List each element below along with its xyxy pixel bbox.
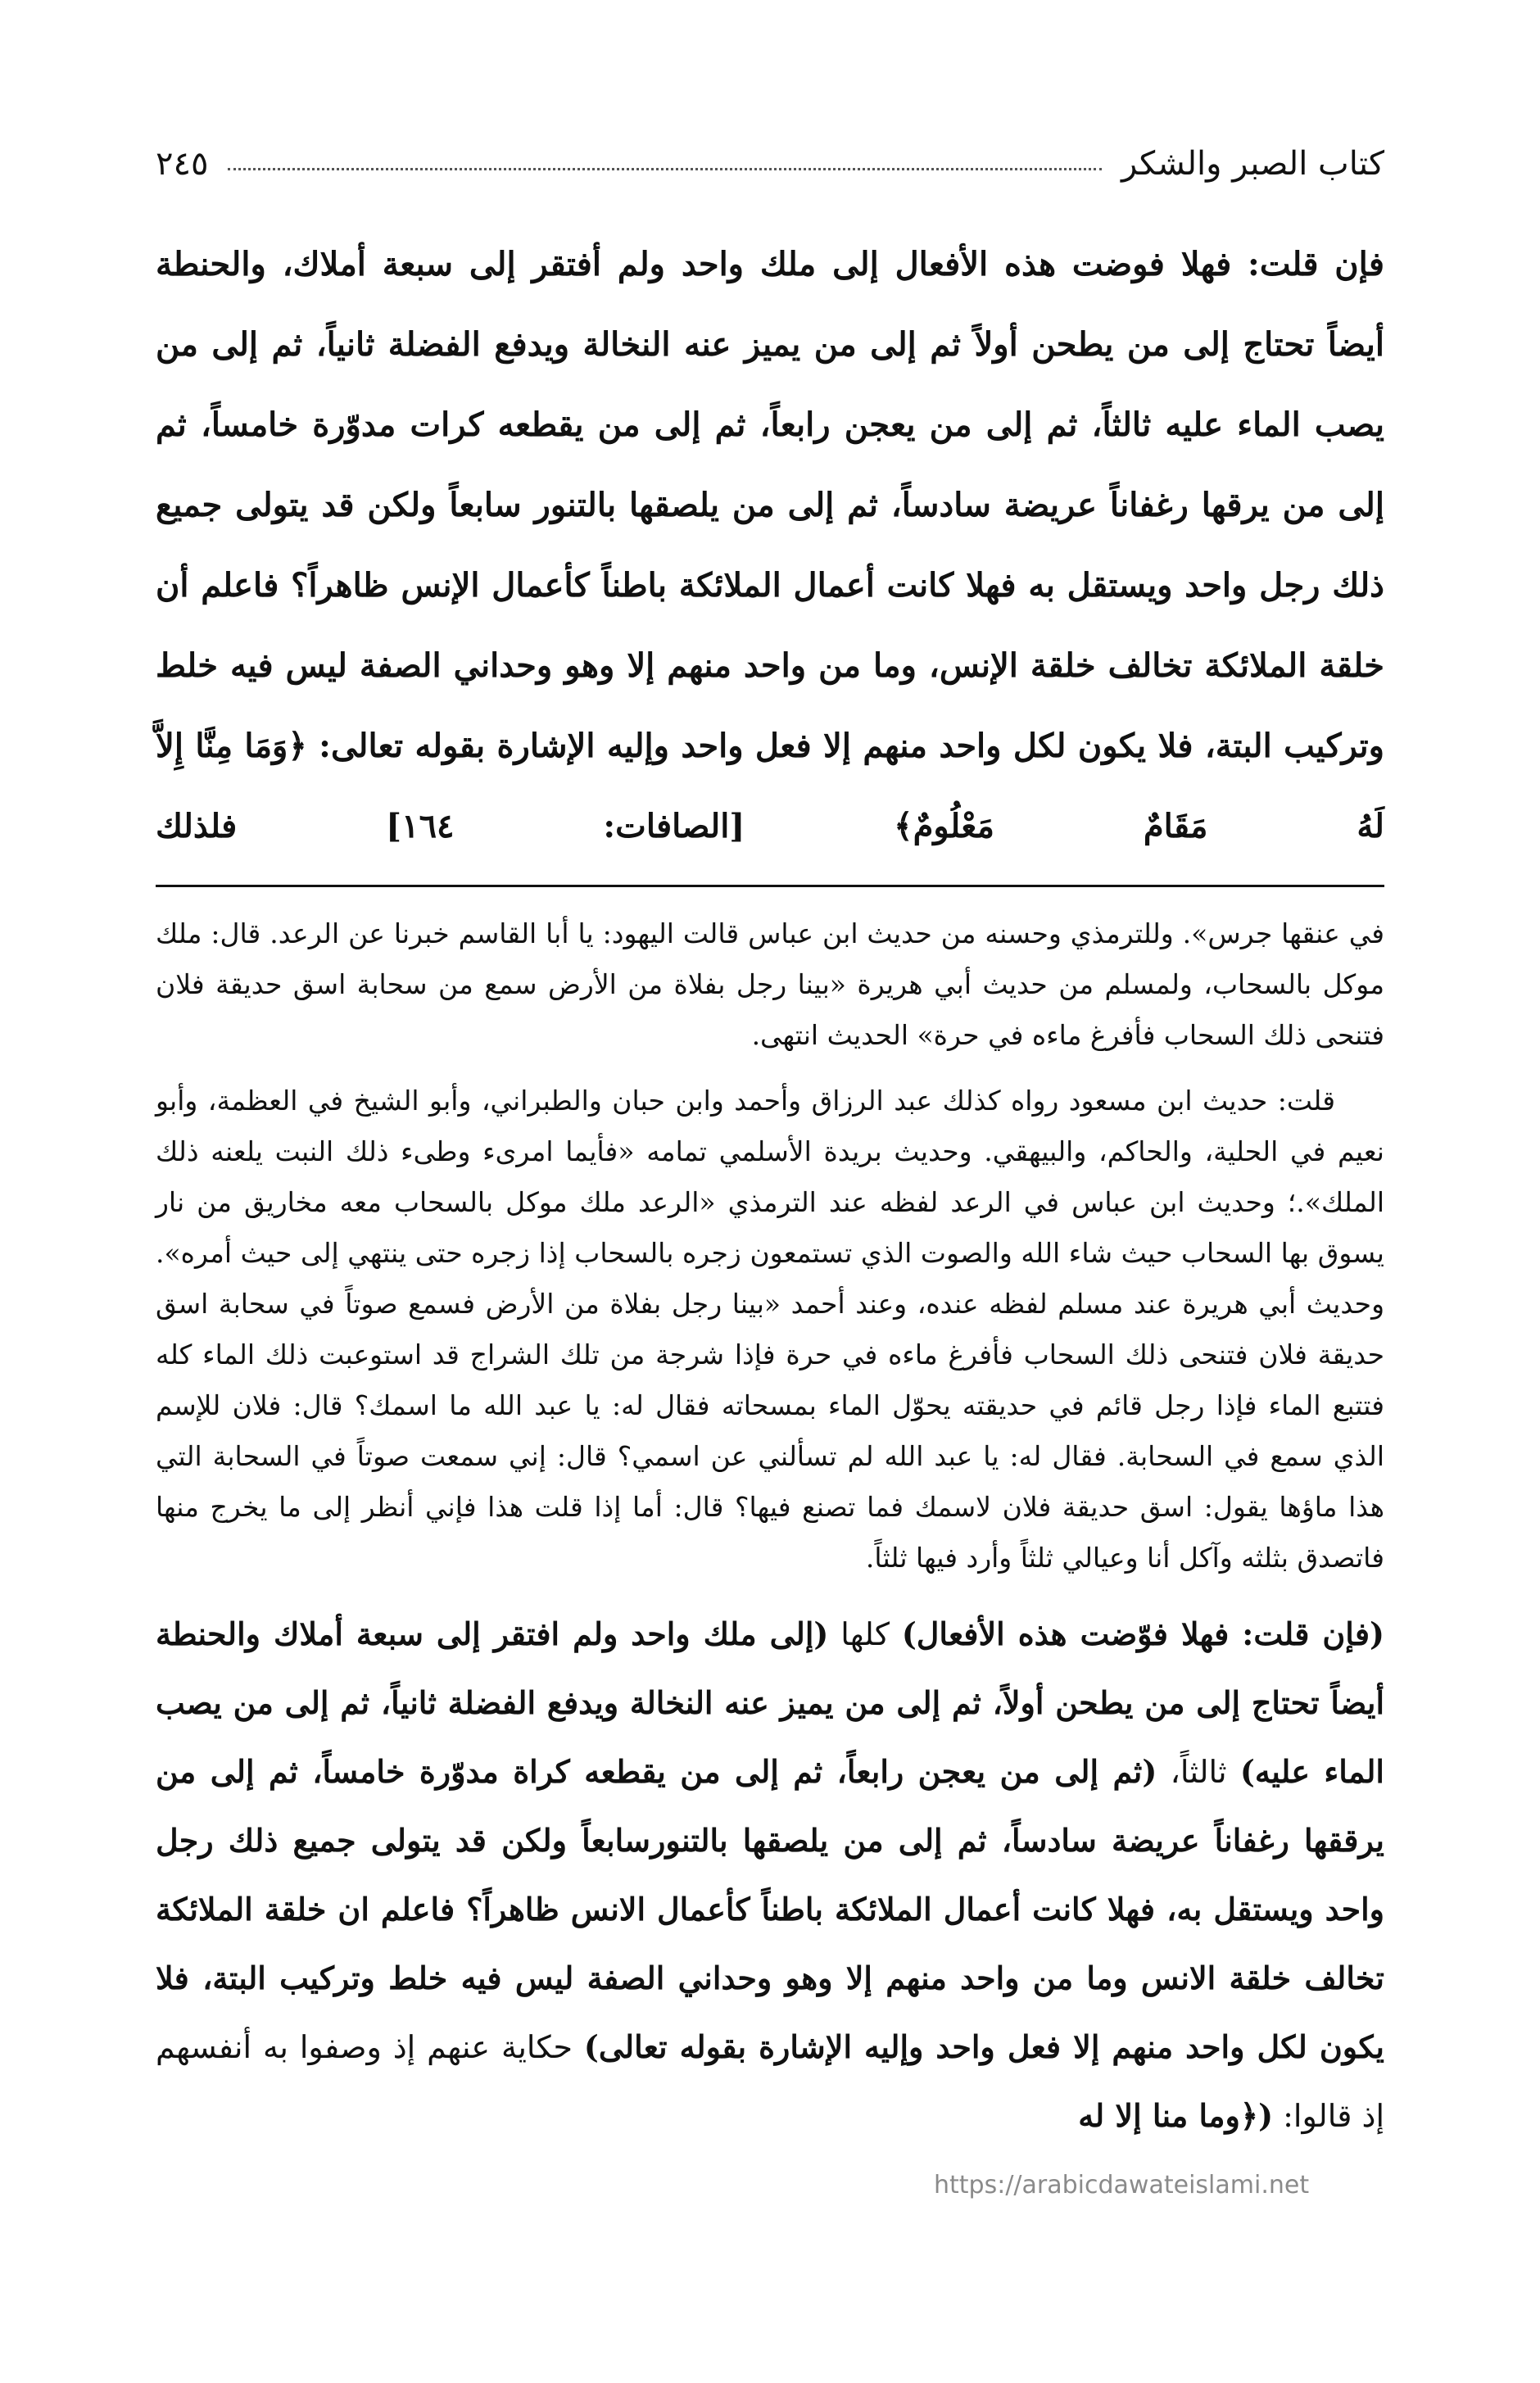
commentary-quote: (﴿وما منا إلا له [1078,2097,1274,2134]
commentary-gloss: كلها [828,1616,902,1652]
watermark-url: https://arabicdawateislami.net [934,2171,1310,2200]
running-header [156,131,1384,197]
main-paragraph: فإن قلت: فهلا فوضت هذه الأفعال إلى ملك واحد ولم أفتقر إلى سبعة أملاك، والحنطة أيضاً تحتاج إلى من يطحن أولاً ثم إلى من يميز عنه النخالة ويدفع الفضلة ثانياً، ثم إلى من يصب الماء عليه ثالثاً، ثم إلى من يعجن رابعاً، ثم إلى من يقطعه كرات مدوّرة خامساً، ثم إلى من يرقها رغفاناً عريضة سادساً، ثم إلى من يلصقها بالتنور سابعاً ولكن قد يتولى جميع ذلك رجل واحد ويستقل به فهلا كانت أعمال الملائكة باطناً كأعمال الإنس ظاهراً؟ فاعلم أن خلقة الملائكة تخالف خلقة الإنس، وما من واحد منهم إلا وهو وحداني الصفة ليس فيه خلط وتركيب البتة، فلا يكون لكل واحد منهم إلا فعل واحد وإليه الإشارة بقوله تعالى: ﴿وَمَا مِنَّا إِلاَّ لَهُ مَقَامٌ مَعْلُومٌ﴾ [الصافات: ١٦٤] فلذلك [156,245,1384,845]
commentary-text [156,1600,1384,2150]
footnote-paragraph: قلت: حديث ابن مسعود رواه كذلك عبد الرزاق وأحمد وابن حبان والطبراني، وأبو الشيخ في العظمة، وأبو نعيم في الحلية، والحاكم، والبيهقي. وحديث بريدة الأسلمي تمامه «فأيما امرىء وطىء ذلك النبت يلعنه ذلك الملك».؛ وحديث ابن عباس في الرعد لفظه عند الترمذي «الرعد ملك موكل بالسحاب معه مخاريق من نار يسوق بها السحاب حيث شاء الله والصوت الذي تستمعون زجره بالسحاب إذا زجره حتى ينتهي إلى حيث أمره». وحديث أبي هريرة عند مسلم لفظه عنده، وعند أحمد «بينا رجل بفلاة من الأرض فسمع صوتاً في سحابة اسق حديقة فلان فتنحى ذلك السحاب فأفرغ ماءه في حرة فإذا شرجة من تلك الشراج قد استوعبت ذلك الماء كله فتتبع الماء فإذا رجل قائم في حديقته يحوّل الماء بمسحاته فقال له: يا عبد الله ما اسمك؟ قال: فلان للإسم الذي سمع في السحابة. فقال له: يا عبد الله لم تسألني عن اسمي؟ قال: إني سمعت صوتاً في السحابة التي هذا ماؤها يقول: اسق حديقة فلان لاسمك فما تصنع فيها؟ قال: أما إذا قلت هذا فإني أنظر إلى ما يخرج منها فاتصدق بثلثه وآكل أنا وعيالي ثلثاً وأرد فيها ثلثاً. [156,1085,1384,1574]
chapter-title: كتاب الصبر والشكر [1121,145,1384,183]
footnote-continuation: في عنقها جرس». وللترمذي وحسنه من حديث ابن عباس قالت اليهود: يا أبا القاسم خبرنا عن الرعد. قال: ملك موكل بالسحاب، ولمسلم من حديث أبي هريرة «بينا رجل بفلاة من الأرض سمع من سحابة اسق حديقة فلان فتنحى ذلك السحاب فأفرغ ماءه في حرة» الحديث انتهى. [156,917,1384,1051]
commentary-gloss: حكاية عنهم إذ وصفوا به أنفسهم إذ قالوا: [156,2029,1384,2134]
commentary-quote: (إلى ملك واحد ولم افتقر إلى سبعة أملاك والحنطة أيضاً تحتاج إلى من يطحن أولاً، ثم إلى من يميز عنه النخالة ويدفع الفضلة ثانياً، ثم إلى من يصب الماء عليه) [156,1615,1384,1790]
page-number: ٢٤٥ [156,145,209,183]
commentary-quote: (ثم إلى من يعجن رابعاً، ثم إلى من يقطعه كراة مدوّرة خامساً، ثم إلى من يرققها رغفاناً عريضة سادساً، ثم إلى من يلصقها بالتنورسابعاً ولكن قد يتولى جميع ذلك رجل واحد ويستقل به، فهلا كانت أعمال الملائكة باطناً كأعمال الانس ظاهراً؟ فاعلم ان خلقة الملائكة تخالف خلقة الانس وما من واحد منهم إلا وهو وحداني الصفة ليس فيه خلط وتركيب البتة، فلا يكون لكل واحد منهم إلا فعل واحد وإليه الإشارة بقوله تعالى) [156,1753,1385,2065]
book-page [156,131,1384,2150]
commentary-gloss: ثالثاً، [1157,1754,1240,1790]
main-text [156,224,1384,867]
dotted-leader [228,168,1102,170]
footnote-divider [156,885,1384,887]
footnotes [156,908,1384,1583]
commentary-quote: (فإن قلت: فهلا فوّضت هذه الأفعال) [901,1615,1384,1652]
